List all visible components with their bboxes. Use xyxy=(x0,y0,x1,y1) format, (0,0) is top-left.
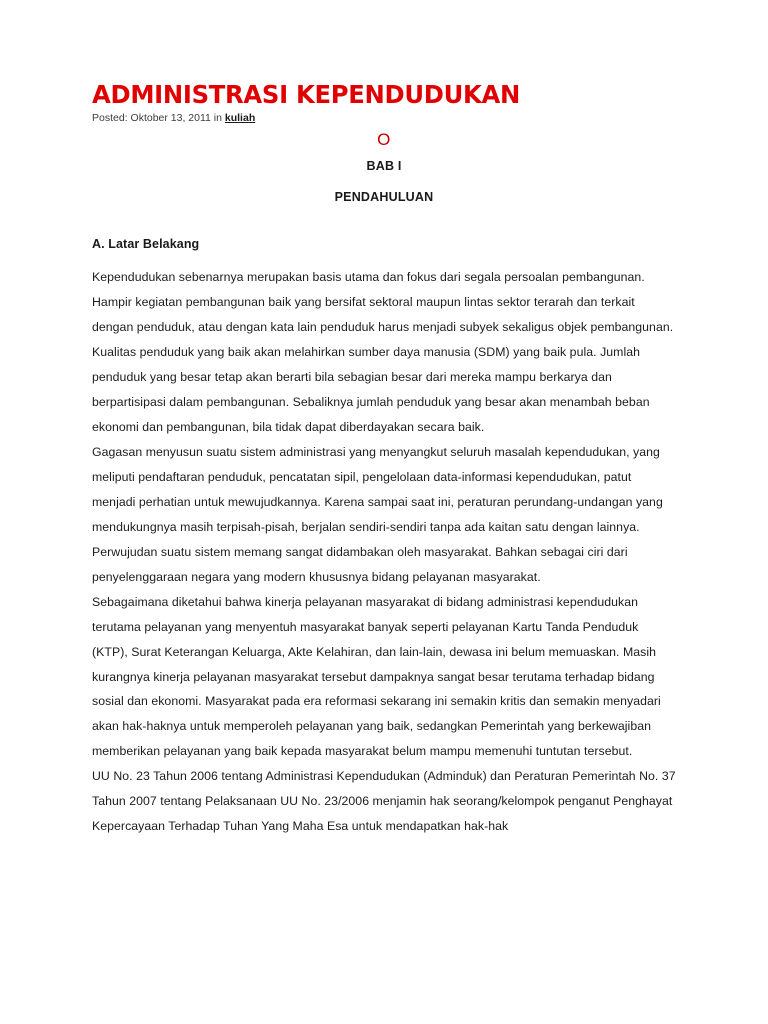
post-meta-prefix: Posted: Oktober 13, 2011 in xyxy=(92,112,225,125)
paragraph-3: Sebagaimana diketahui bahwa kinerja pelayanan masyarakat di bidang administrasi kependudukan terutama pelayanan yang menyentuh masyarakat banyak seperti pelayanan Kartu Tanda Penduduk (KTP), Surat Keterangan Keluarga, Akte Kelahiran, dan lain-lain, dewasa ini belum memuaskan. Masih kurangnya kinerja pelayanan masyarakat tersebut dampaknya sangat besar terutama terhadap bidang sosial dan ekonomi. Masyarakat pada era reformasi sekarang ini semakin kritis dan semakin menyadari akan hak-haknya untuk memperoleh pelayanan yang baik, sedangkan Pemerintah yang berkewajiban memberikan pelayanan yang baik kepada masyarakat belum mampu memenuhi tuntutan tersebut. xyxy=(92,594,661,759)
paragraph-2: Gagasan menyusun suatu sistem administrasi yang menyangkut seluruh masalah kependudukan, yang meliputi pendaftaran penduduk, pencatatan sipil, pengelolaan data-informasi kependudukan, patut menjadi perhatian untuk mewujudkannya. Karena sampai saat ini, peraturan perundang-undangan yang mendukungnya masih terpisah-pisah, berjalan sendiri-sendiri tanpa ada kaitan satu dengan lainnya. Perwujudan suatu sistem memang sangat didambakan oleh masyarakat. Bahkan sebagai ciri dari penyelenggaraan negara yang modern khususnya bidang pelayanan masyarakat. xyxy=(92,444,663,584)
paragraph-4: UU No. 23 Tahun 2006 tentang Administrasi Kependudukan (Adminduk) dan Peraturan Pemerintah No. 37 Tahun 2007 tentang Pelaksanaan UU No. 23/2006 menjamin hak seorang/kelompok penganut Penghayat Kepercayaan Terhadap Tuhan Yang Maha Esa untuk mendapatkan hak-hak xyxy=(92,769,676,834)
title-block-center xyxy=(92,130,676,204)
post-meta xyxy=(92,112,676,126)
section-heading-latar-belakang: A. Latar Belakang xyxy=(92,237,200,252)
chapter-subtitle: PENDAHULUAN xyxy=(334,190,434,205)
chapter-heading: BAB I xyxy=(366,159,402,174)
ornament-letter: O xyxy=(377,129,391,149)
paragraph-1: Kependudukan sebenarnya merupakan basis utama dan fokus dari segala persoalan pembangunan. Hampir kegiatan pembangunan baik yang bersifat sektoral maupun lintas sektor terarah dan terkait dengan penduduk, atau dengan kata lain penduduk harus menjadi subyek sekaligus objek pembangunan. Kualitas penduduk yang baik akan melahirkan sumber daya manusia (SDM) yang baik pula. Jumlah penduduk yang besar tetap akan berarti bila sebagian besar dari mereka mampu berkarya dan berpartisipasi dalam pembangunan. Sebaliknya jumlah penduduk yang besar akan menambah beban ekonomi dan pembangunan, bila tidak dapat diberdayakan secara baik. xyxy=(92,270,674,434)
page-title: ADMINISTRASI KEPENDUDUKAN xyxy=(92,80,520,109)
category-link[interactable]: kuliah xyxy=(224,112,256,125)
